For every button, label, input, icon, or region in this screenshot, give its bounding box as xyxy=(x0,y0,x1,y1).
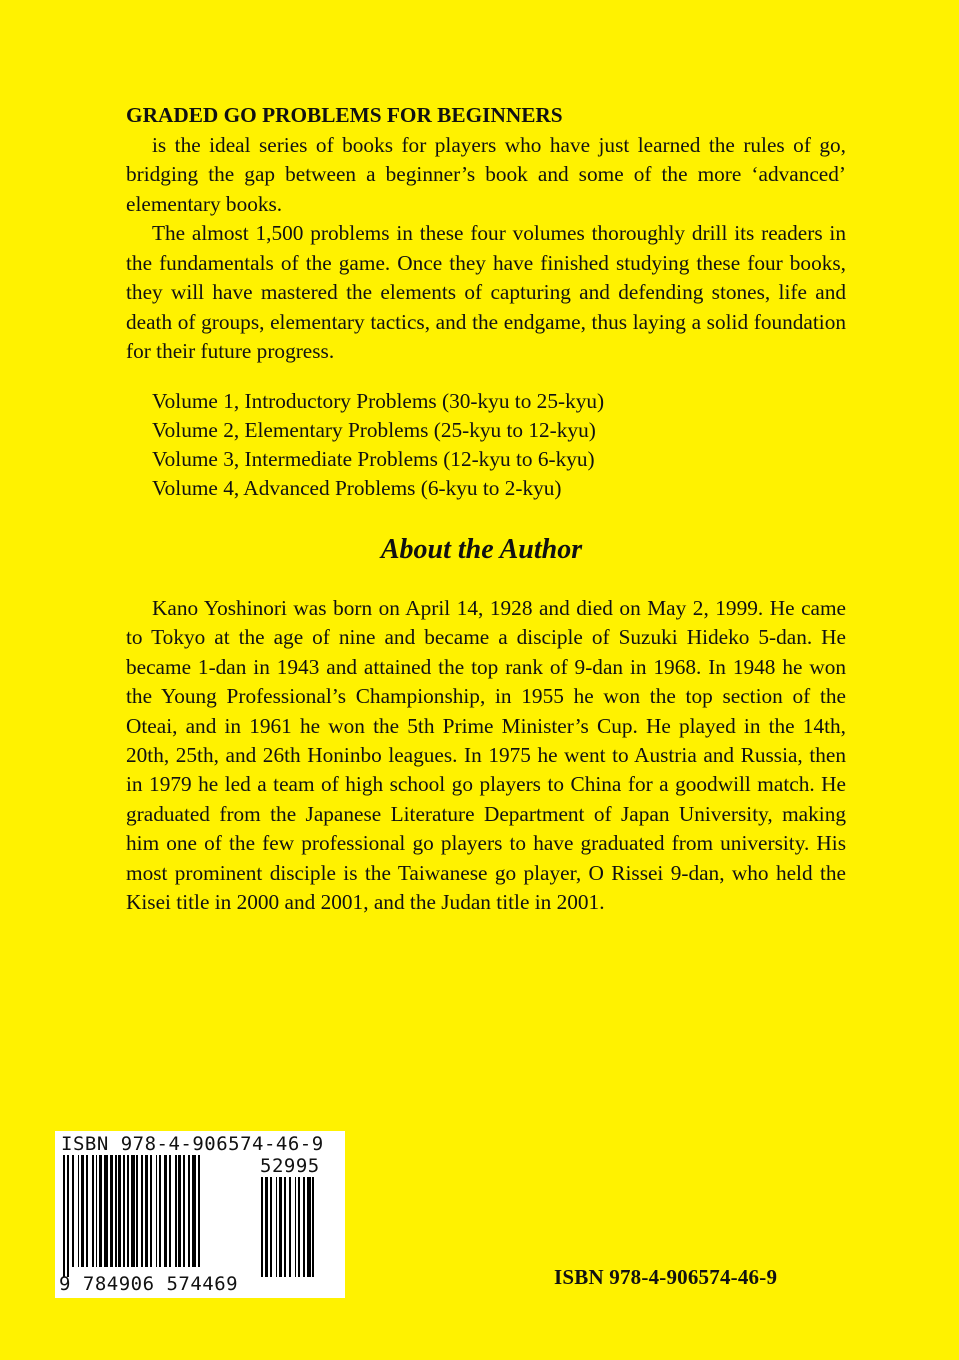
barcode-bar xyxy=(123,1155,125,1267)
barcode-bar xyxy=(81,1155,84,1267)
isbn-text: ISBN 978-4-906574-46-9 xyxy=(554,1265,778,1289)
barcode-bar xyxy=(295,1177,296,1277)
barcode-bar xyxy=(72,1155,74,1267)
barcode-bar xyxy=(150,1155,152,1267)
barcode-bar xyxy=(99,1155,102,1267)
author-bio xyxy=(126,594,846,917)
author-bio-text: Kano Yoshinori was born on April 14, 1928 and died on May 2, 1999. He came to Tokyo at the age of nine and became a disciple of Suzuki Hideko 5-dan. He became 1-dan in 1943 and attained the top rank of 9-dan in 1968. In 1948 he won the Young Professional’s Championship, in 1955 he won the top section of the Oteai, and in 1961 he won the 5th Prime Minister’s Cup. He played in the 14th, 20th, 25th, and 26th Honinbo leagues. In 1975 he went to Austria and Russia, then in 1979 he led a team of high school go players to China for a goodwill match. He graduated from the Japanese Literature Department of Japan University, making him one of the few professional go players to have graduated from university. His most prominent disciple is the Taiwanese go player, O Rissei 9-dan, who held the Kisei title in 2000 and 2001, and the Judan title in 2001. xyxy=(126,596,846,915)
barcode xyxy=(55,1131,345,1298)
barcode-bar xyxy=(175,1155,177,1267)
barcode-bar xyxy=(86,1155,88,1267)
barcode-bar xyxy=(104,1155,108,1267)
barcode-bar xyxy=(261,1177,263,1277)
barcode-bar xyxy=(270,1177,272,1277)
barcode-bar xyxy=(127,1155,129,1267)
barcode-bar xyxy=(303,1177,305,1277)
barcode-bar xyxy=(67,1155,69,1277)
volume-item: Volume 3, Intermediate Problems (12-kyu to 6-kyu) xyxy=(152,447,595,471)
barcode-bar xyxy=(298,1177,300,1277)
barcode-bar xyxy=(183,1155,185,1267)
volume-item: Volume 2, Elementary Problems (25-kyu to 12-kyu) xyxy=(152,418,596,442)
barcode-bar xyxy=(115,1155,117,1267)
barcode-bar xyxy=(96,1155,97,1267)
barcode-bar xyxy=(284,1177,286,1277)
addon-barcode-bars xyxy=(261,1177,341,1281)
about-author-heading: About the Author xyxy=(380,534,583,565)
barcode-bar xyxy=(110,1155,113,1267)
barcode-bar xyxy=(63,1155,65,1277)
volume-list xyxy=(152,387,792,503)
barcode-bar xyxy=(136,1155,138,1267)
barcode-bar xyxy=(141,1155,143,1267)
barcode-bar xyxy=(145,1155,148,1267)
blurb-paragraph-1: is the ideal series of books for players who have just learned the rules of go, bridging the gap between a beginner’s book and some of the more ‘advanced’ elementary books. xyxy=(126,132,846,216)
barcode-bar xyxy=(178,1155,181,1267)
barcode-bar xyxy=(169,1155,171,1267)
barcode-bar xyxy=(307,1177,311,1277)
barcode-bar xyxy=(159,1155,161,1267)
volume-item: Volume 1, Introductory Problems (30-kyu to 25-kyu) xyxy=(152,389,605,413)
barcode-bar xyxy=(312,1177,314,1277)
barcode-bar xyxy=(156,1155,157,1267)
barcode-isbn-label: ISBN 978-4-906574-46-9 xyxy=(61,1133,324,1155)
series-title: GRADED GO PROBLEMS FOR BEGINNERS xyxy=(126,103,563,127)
blurb-paragraph-2: The almost 1,500 problems in these four volumes thoroughly drill its readers in the fundamentals of the game. Once they have finished studying these four books, they will have mastered the elements of capturing and defending stones, life and death of groups, elementary tactics, and the endgame, thus laying a solid foundation for their future progress. xyxy=(126,221,846,363)
barcode-bar xyxy=(78,1155,79,1267)
barcode-bar xyxy=(92,1155,94,1267)
barcode-bar xyxy=(118,1155,121,1267)
volume-item: Volume 4, Advanced Problems (6-kyu to 2-kyu) xyxy=(152,476,562,500)
barcode-addon-number: 52995 xyxy=(260,1155,320,1177)
barcode-bar xyxy=(131,1155,135,1267)
barcode-bar xyxy=(265,1177,268,1277)
barcode-digits: 9 784906 574469 xyxy=(59,1273,239,1295)
series-blurb xyxy=(126,101,846,367)
barcode-bar xyxy=(188,1155,190,1267)
barcode-bar xyxy=(198,1155,200,1267)
barcode-bar xyxy=(164,1155,167,1267)
barcode-bar xyxy=(192,1155,196,1267)
barcode-bar xyxy=(279,1177,282,1277)
barcode-bar xyxy=(289,1177,291,1277)
barcode-bar xyxy=(276,1177,277,1277)
ean-barcode-bars xyxy=(63,1155,253,1281)
